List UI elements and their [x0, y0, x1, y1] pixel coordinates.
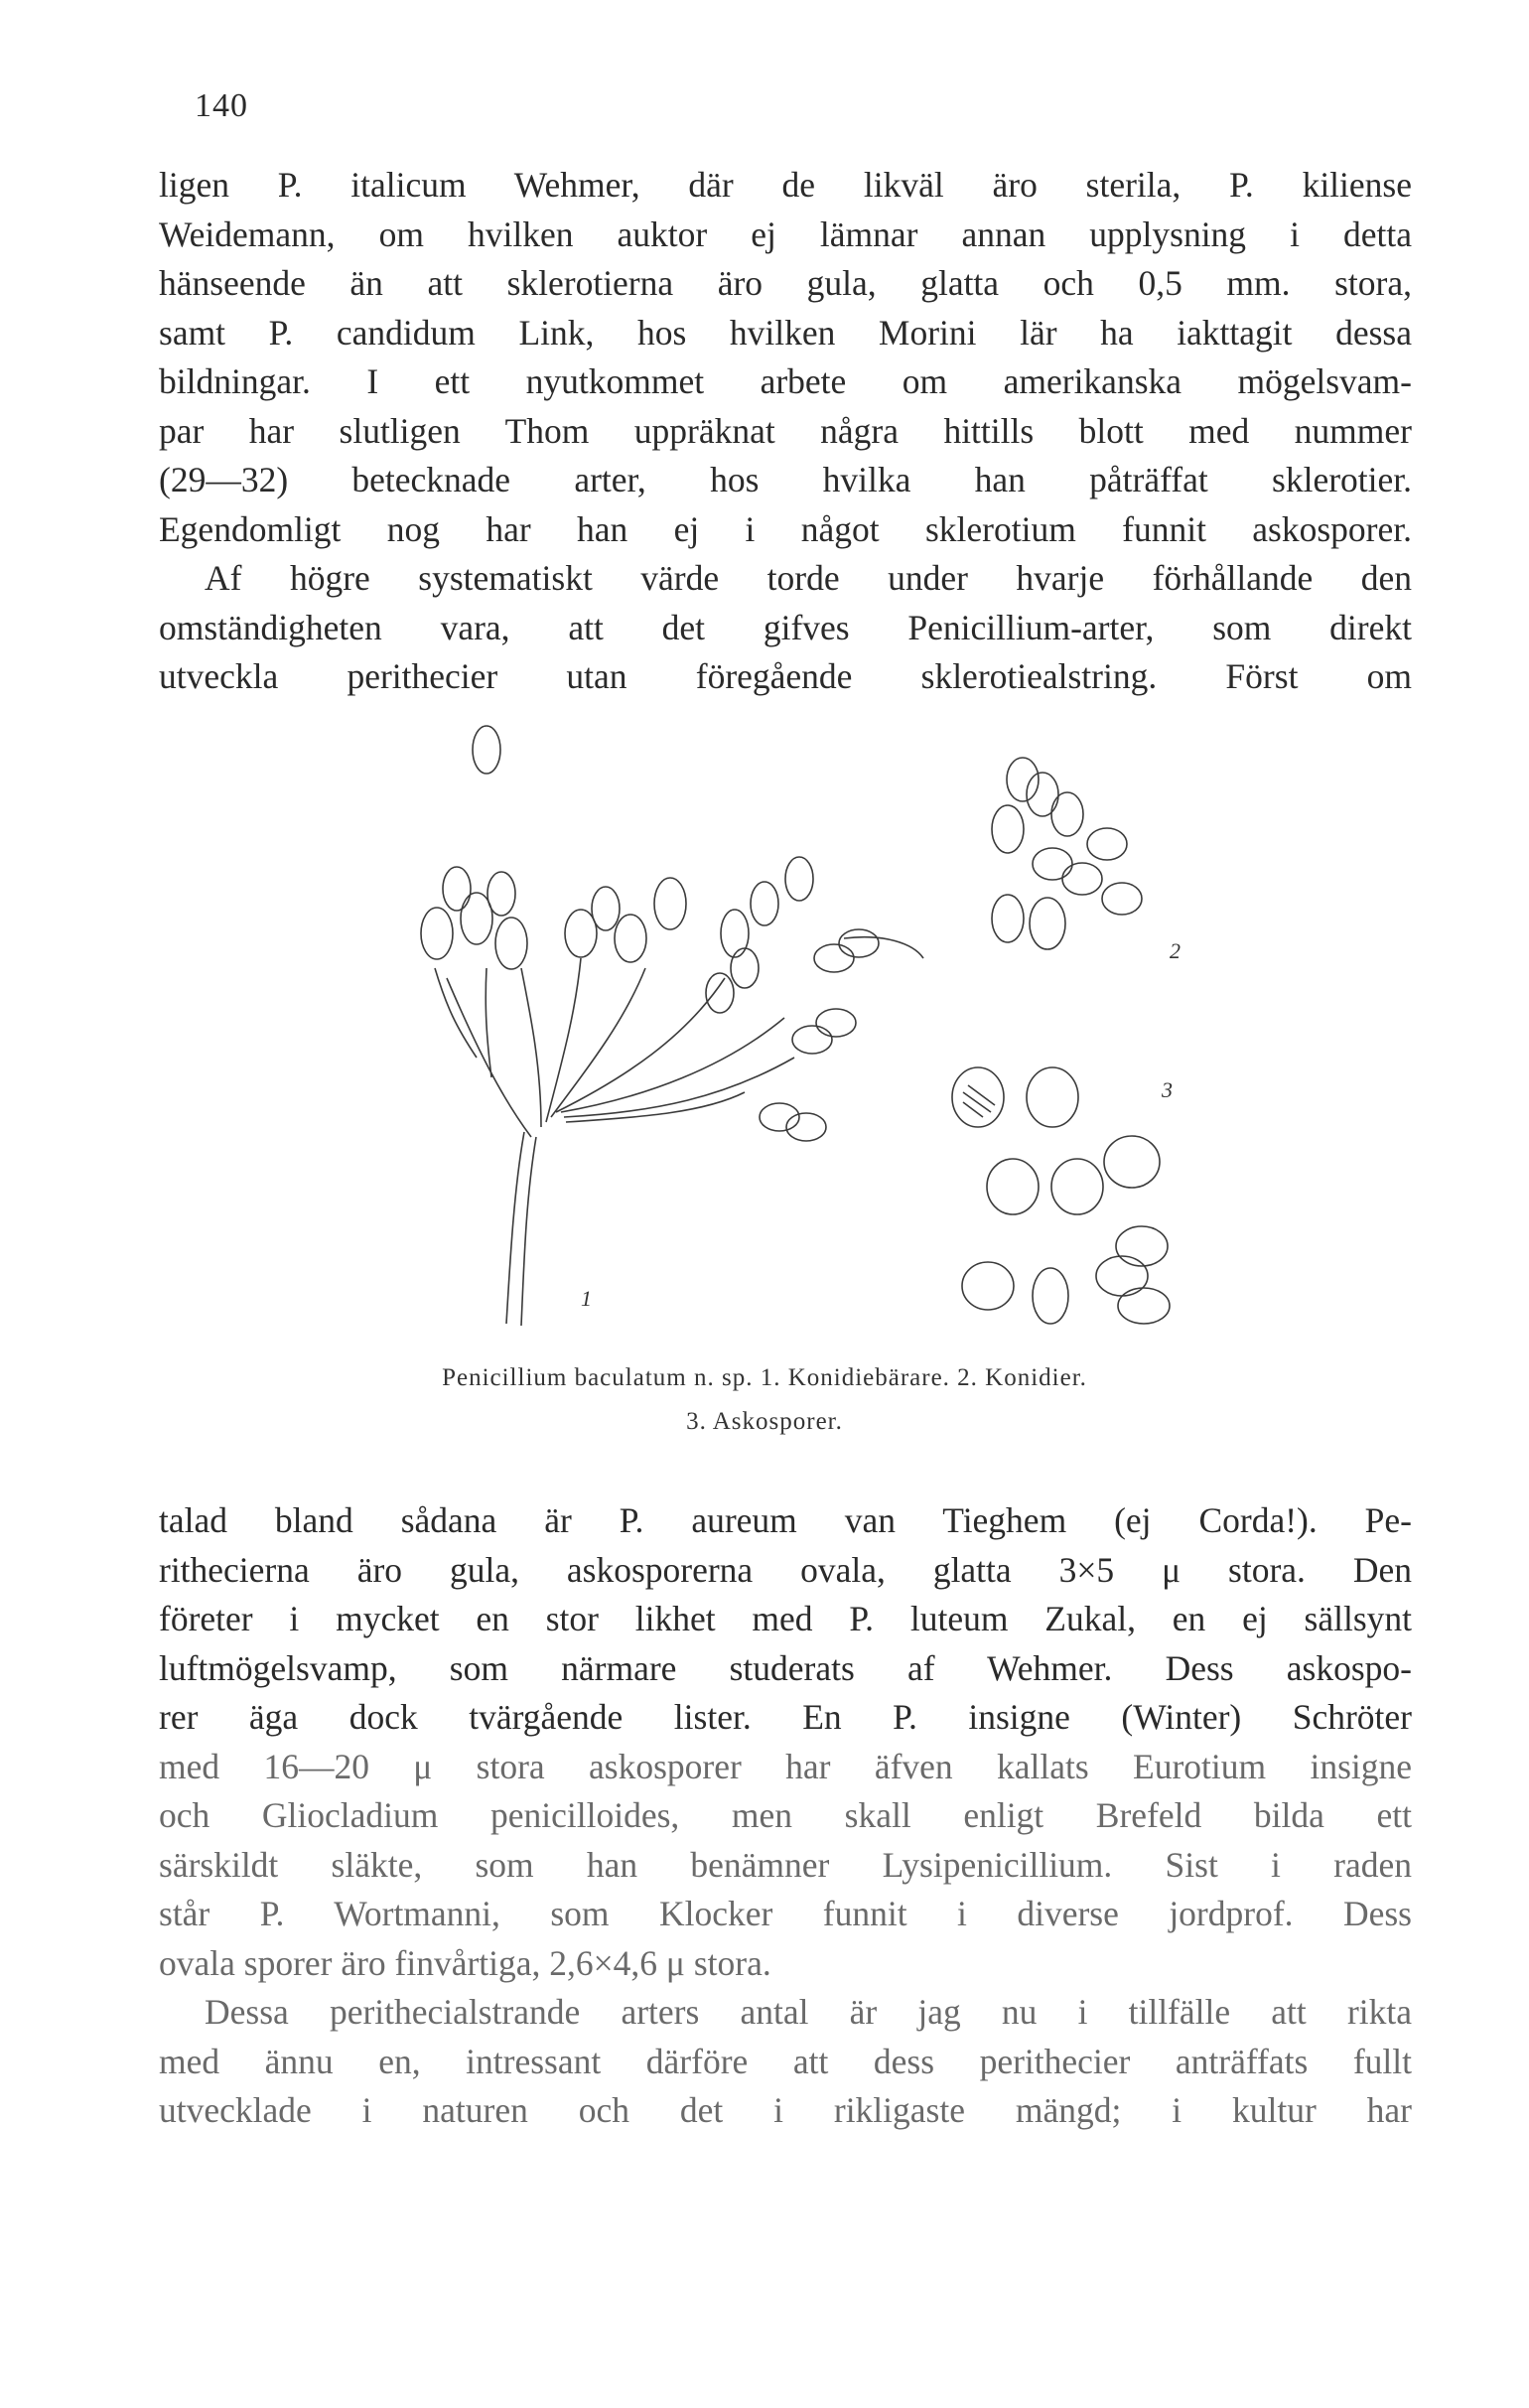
- text-line: rithecierna äro gula, askosporerna ovala, glatta 3×5 μ stora. Den: [159, 1549, 1412, 1590]
- text-line: Dessa perithecialstrande arters antal är jag nu i tillfälle att rikta: [205, 1992, 1412, 2032]
- text-line: särskildt släkte, som han benämner Lysipenicillium. Sist i raden: [159, 1844, 1412, 1885]
- figure-label-1: 1: [581, 1286, 592, 1311]
- text-line: samt P. candidum Link, hos hvilken Morini lär ha iakttagit dessa: [159, 312, 1412, 353]
- text-line: och Gliocladium penicilloides, men skall enligt Brefeld bilda ett: [159, 1795, 1412, 1835]
- figure-caption: Penicillium baculatum n. sp. 1. Konidiebärare. 2. Konidier.: [442, 1364, 1087, 1391]
- text-line: Af högre systematiskt värde torde under hvarje förhållande den: [205, 558, 1412, 598]
- text-line: utvecklade i naturen och det i rikligaste mängd; i kultur har: [159, 2090, 1412, 2130]
- text-line: bildningar. I ett nyutkommet arbete om amerikanska mögelsvam-: [159, 361, 1412, 401]
- text-line: med ännu en, intressant därföre att dess perithecier anträffats fullt: [159, 2041, 1412, 2081]
- text-line: omständigheten vara, att det gifves Penicillium-arter, som direkt: [159, 607, 1412, 647]
- text-line: företer i mycket en stor likhet med P. luteum Zukal, en ej sällsynt: [159, 1599, 1412, 1638]
- text-line: med 16—20 μ stora askosporer har äfven kallats Eurotium insigne: [159, 1746, 1412, 1786]
- text-line: står P. Wortmanni, som Klocker funnit i diverse jordprof. Dess: [159, 1894, 1412, 1933]
- text-line: Weidemann, om hvilken auktor ej lämnar annan upplysning i detta: [159, 213, 1412, 254]
- text-line: luftmögelsvamp, som närmare studerats af Wehmer. Dess askospo-: [159, 1647, 1412, 1688]
- text-line: ovala sporer äro finvårtiga, 2,6×4,6 μ stora.: [159, 1942, 771, 1983]
- text-line: Egendomligt nog har han ej i något sklerotium funnit askosporer.: [159, 508, 1412, 549]
- text-line: rer äga dock tvärgående lister. En P. insigne (Winter) Schröter: [159, 1697, 1412, 1737]
- paragraph-top: [159, 161, 1412, 702]
- figure-caption-continued: 3. Askosporer.: [686, 1408, 843, 1435]
- figure-label-2: 2: [1170, 938, 1181, 963]
- paragraph-bottom: [159, 1496, 1412, 2136]
- text-line: talad bland sådana är P. aureum van Tieghem (ej Corda!). Pe-: [159, 1500, 1412, 1540]
- text-line: par har slutligen Thom uppräknat några hittills blott med nummer: [159, 410, 1412, 451]
- figure-label-3: 3: [1162, 1077, 1173, 1102]
- text-line: hänseende än att sklerotierna äro gula, glatta och 0,5 mm. stora,: [159, 263, 1412, 303]
- penicillium-illustration: [328, 720, 1221, 1355]
- text-line: ligen P. italicum Wehmer, där de likväl äro sterila, P. kiliense: [159, 165, 1412, 205]
- text-line: (29—32) betecknade arter, hos hvilka han påträffat sklerotier.: [159, 460, 1412, 499]
- text-line: utveckla perithecier utan föregående sklerotiealstring. Först om: [159, 656, 1412, 696]
- page-number: 140: [195, 87, 248, 124]
